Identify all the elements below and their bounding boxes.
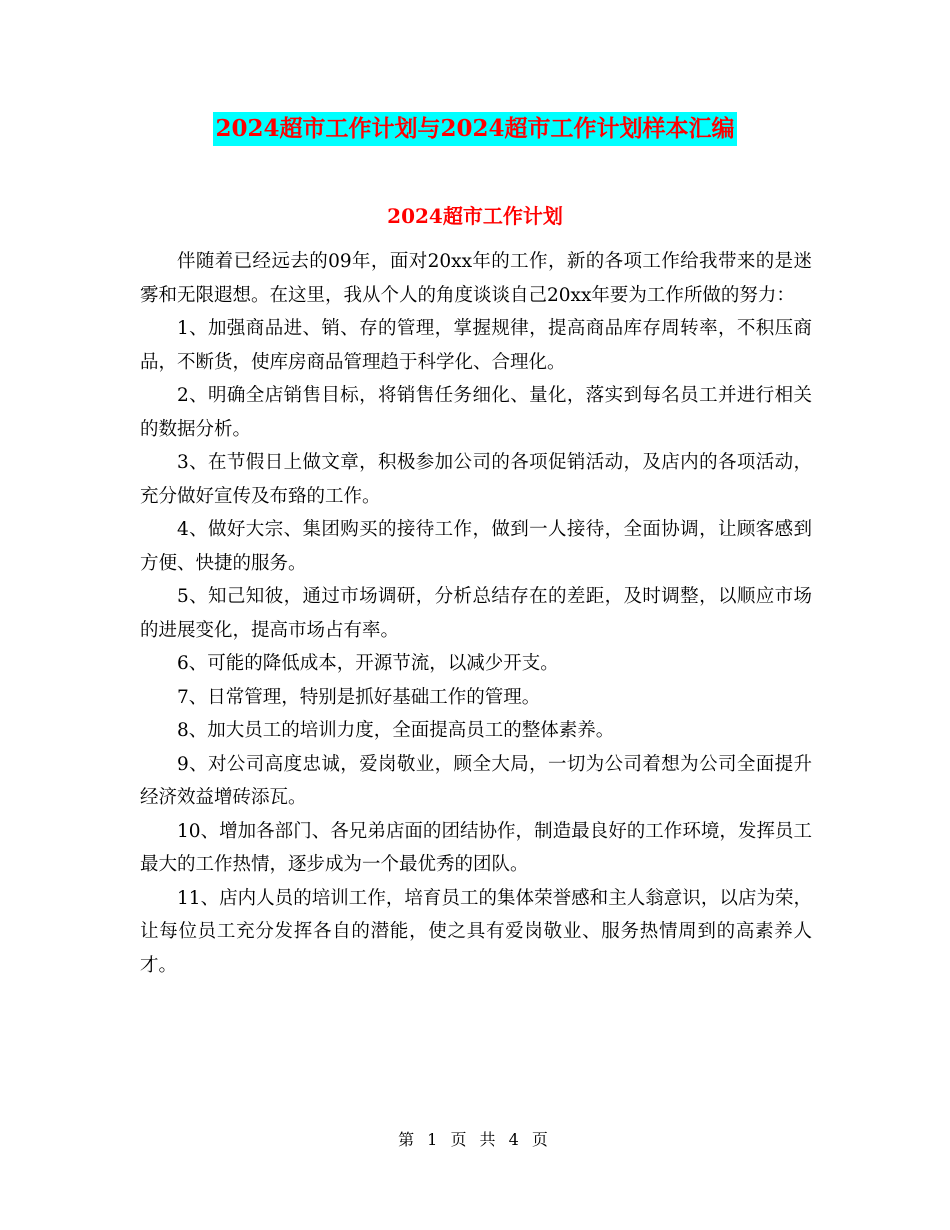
paragraph-item-4: 4、做好大宗、集团购买的接待工作，做到一人接待，全面协调，让顾客感到方便、快捷的服务。 [140, 519, 812, 574]
paragraph-item-10: 10、增加各部门、各兄弟店面的团结协作，制造最良好的工作环境，发挥员工最大的工作热情，逐步成为一个最优秀的团队。 [140, 820, 812, 875]
document-body [140, 245, 812, 982]
paragraph-item-8: 8、加大员工的培训力度，全面提高员工的整体素养。 [177, 720, 615, 741]
paragraph-item-11: 11、店内人员的培训工作，培育员工的集体荣誉感和主人翁意识，以店为荣，让每位员工充分发挥各自的潜能，使之具有爱岗敬业、服务热情周到的高素养人才。 [140, 887, 812, 976]
document-title-container [0, 112, 950, 146]
paragraph-item-5: 5、知己知彼，通过市场调研，分析总结存在的差距，及时调整，以顺应市场的进展变化，提高市场占有率。 [140, 586, 812, 641]
document-title: 2024超市工作计划与2024超市工作计划样本汇编 [213, 112, 736, 146]
paragraph-item-9: 9、对公司高度忠诚，爱岗敬业，顾全大局，一切为公司着想为公司全面提升经济效益增砖添瓦。 [140, 753, 812, 808]
paragraph-intro: 伴随着已经远去的09年，面对20xx年的工作，新的各项工作给我带来的是迷雾和无限遐想。在这里，我从个人的角度谈谈自己20xx年要为工作所做的努力： [140, 251, 812, 306]
paragraph-item-2: 2、明确全店销售目标，将销售任务细化、量化，落实到每名员工并进行相关的数据分析。 [140, 385, 812, 440]
paragraph-item-1: 1、加强商品进、销、存的管理，掌握规律，提高商品库存周转率，不积压商品，不断货，使库房商品管理趋于科学化、合理化。 [140, 318, 812, 373]
paragraph-item-3: 3、在节假日上做文章，积极参加公司的各项促销活动，及店内的各项活动，充分做好宣传及布臵的工作。 [140, 452, 812, 507]
section-title: 2024超市工作计划 [387, 204, 563, 228]
paragraph-item-7: 7、日常管理，特别是抓好基础工作的管理。 [177, 686, 541, 708]
page-footer: 第 1 页 共 4 页 [398, 1130, 552, 1149]
paragraph-item-6: 6、可能的降低成本，开源节流，以减少开支。 [177, 653, 559, 674]
